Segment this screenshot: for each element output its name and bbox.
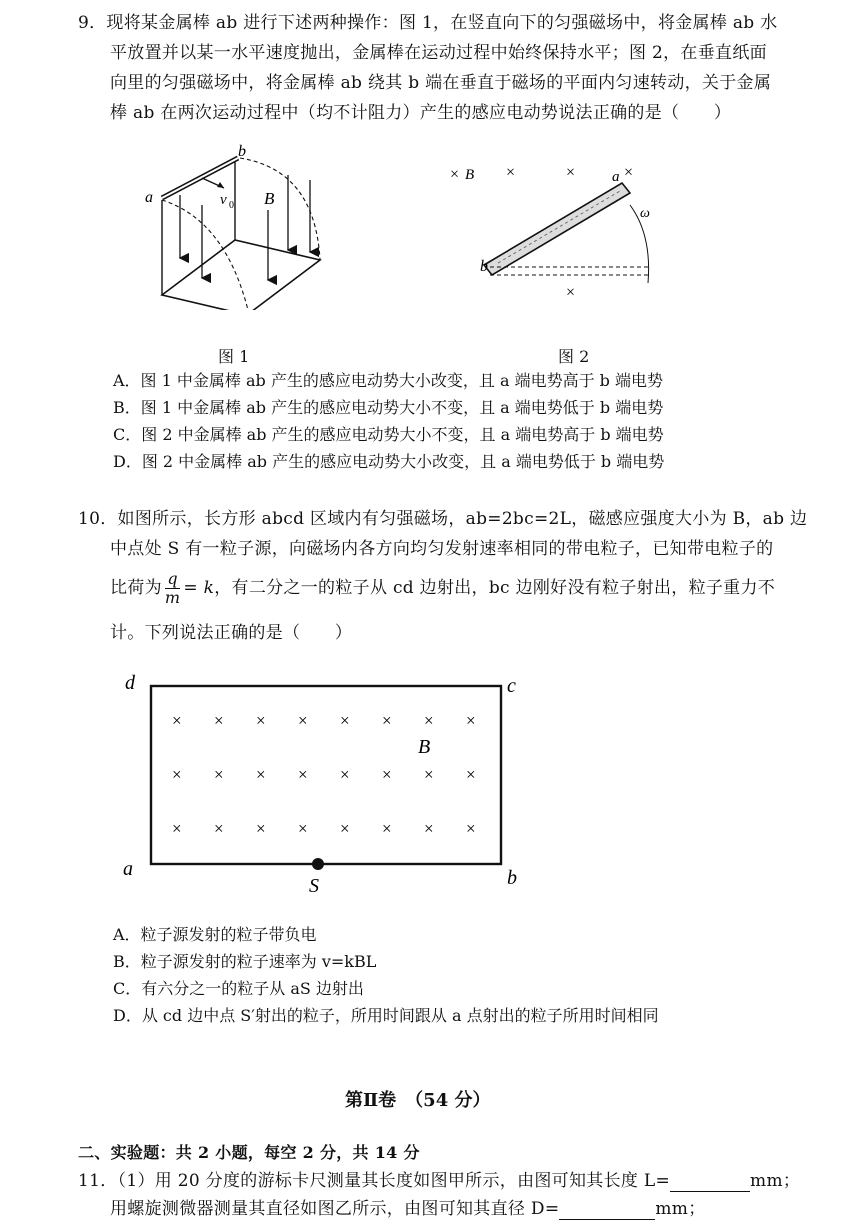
fig2-label-a: a [612, 169, 620, 185]
field-cross: × [256, 711, 266, 730]
field-cross: × [256, 819, 266, 838]
q9-option-a: A．图 1 中金属棒 ab 产生的感应电动势大小改变，且 a 端电势高于 b 端电势 [113, 371, 663, 390]
field-cross: × [424, 819, 434, 838]
q9-figure-2 [440, 155, 670, 310]
q10-line-1: 10．如图所示，长方形 abcd 区域内有匀强磁场，ab=2bc=2L，磁感应强度大小为 B，ab 边 [78, 509, 808, 529]
q9-option-c: C．图 2 中金属棒 ab 产生的感应电动势大小不变，且 a 端电势高于 b 端电势 [113, 425, 664, 444]
field-cross: × [466, 765, 476, 784]
field-cross: × [214, 711, 224, 730]
q11-line-2-unit: mm； [655, 1199, 706, 1219]
q10-label-B: B [418, 736, 431, 758]
fig2-cross: × [566, 284, 576, 301]
q10-line-3-eq: = k [183, 578, 215, 598]
q11-line-2 [110, 1198, 706, 1220]
field-cross: × [340, 819, 350, 838]
field-cross: × [424, 765, 434, 784]
q10-line-2: 中点处 S 有一粒子源，向磁场内各方向均匀发射速率相同的带电粒子，已知带电粒子的 [110, 539, 774, 559]
q11-line-2-text: 用螺旋测微器测量其直径如图乙所示，由图可知其直径 D= [110, 1199, 560, 1219]
q10-line-4: 计。下列说法正确的是（ ） [110, 623, 353, 643]
field-cross: × [214, 819, 224, 838]
q10-frac-num: q [165, 570, 180, 589]
q9-fig2-caption: 图 2 [558, 347, 590, 366]
q10-line-3-pre: 比荷为 [110, 578, 162, 598]
fig1-label-b: b [238, 143, 246, 160]
q9-line-3: 向里的匀强磁场中，将金属棒 ab 绕其 b 端在垂直于磁场的平面内匀速转动，关于金属 [110, 73, 772, 93]
field-cross: × [382, 765, 392, 784]
q10-figure [115, 668, 535, 898]
q10-option-c: C．有六分之一的粒子从 aS 边射出 [113, 979, 364, 998]
q10-line-3 [110, 565, 775, 611]
field-cross: × [298, 711, 308, 730]
q10-label-d: d [125, 672, 135, 694]
field-cross: × [298, 765, 308, 784]
q9-line-4: 棒 ab 在两次运动过程中（均不计阻力）产生的感应电动势说法正确的是（ ） [110, 103, 732, 123]
fig1-label-B: B [264, 189, 275, 208]
fig1-label-v-sub: 0 [229, 200, 234, 211]
q9-line-1: 9．现将某金属棒 ab 进行下述两种操作：图 1，在竖直向下的匀强磁场中，将金属棒 ab 水 [78, 13, 778, 33]
diameter-answer-blank[interactable] [559, 1203, 655, 1220]
field-cross: × [298, 819, 308, 838]
length-answer-blank[interactable] [670, 1175, 750, 1192]
field-cross: × [214, 765, 224, 784]
q10-label-b: b [507, 867, 517, 889]
q9-line-2: 平放置并以某一水平速度抛出，金属棒在运动过程中始终保持水平；图 2，在垂直纸面 [110, 43, 767, 63]
q10-label-a: a [123, 858, 133, 880]
field-cross: × [172, 711, 182, 730]
field-cross: × [424, 711, 434, 730]
fig2-label-b: b [480, 258, 488, 275]
field-cross: × [466, 819, 476, 838]
fig1-label-v: v [220, 192, 227, 208]
q11-line-1-text: 11．（1）用 20 分度的游标卡尺测量其长度如图甲所示，由图可知其长度 L= [78, 1171, 671, 1191]
fig2-cross: × [506, 164, 516, 181]
field-cross: × [382, 819, 392, 838]
q10-option-a: A．粒子源发射的粒子带负电 [113, 925, 317, 944]
q9-fig1-caption: 图 1 [218, 347, 250, 366]
q10-option-b: B．粒子源发射的粒子速率为 v=kBL [113, 952, 377, 971]
q11-line-1 [78, 1170, 800, 1192]
field-cross: × [382, 711, 392, 730]
q10-frac-den: m [164, 588, 181, 607]
fig2-label-omega: ω [640, 206, 650, 221]
fig2-cross: × [566, 164, 576, 181]
part-2-heading: 二、实验题：共 2 小题，每空 2 分，共 14 分 [78, 1143, 420, 1162]
field-cross: × [172, 819, 182, 838]
fig2-cross: × [450, 166, 460, 183]
q10-fraction [165, 570, 180, 607]
q9-figure-1 [140, 140, 350, 310]
fig2-cross: × [624, 164, 634, 181]
q10-label-S: S [309, 875, 319, 897]
q11-line-1-unit: mm； [750, 1171, 801, 1191]
q10-option-d: D．从 cd 边中点 S′射出的粒子，所用时间跟从 a 点射出的粒子所用时间相同 [113, 1006, 659, 1025]
q9-option-d: D．图 2 中金属棒 ab 产生的感应电动势大小改变，且 a 端电势低于 b 端电势 [113, 452, 665, 471]
fig1-label-a: a [145, 189, 153, 206]
field-cross: × [256, 765, 266, 784]
field-cross: × [172, 765, 182, 784]
fig2-label-B: B [465, 167, 475, 183]
field-cross: × [340, 711, 350, 730]
section-2-title: 第Ⅱ卷 （54 分） [345, 1090, 491, 1111]
q10-label-c: c [507, 675, 516, 697]
q9-option-b: B．图 1 中金属棒 ab 产生的感应电动势大小不变，且 a 端电势低于 b 端电势 [113, 398, 664, 417]
field-cross: × [466, 711, 476, 730]
q10-line-3-post: ，有二分之一的粒子从 cd 边射出，bc 边刚好没有粒子射出，粒子重力不 [214, 578, 776, 598]
field-cross: × [340, 765, 350, 784]
